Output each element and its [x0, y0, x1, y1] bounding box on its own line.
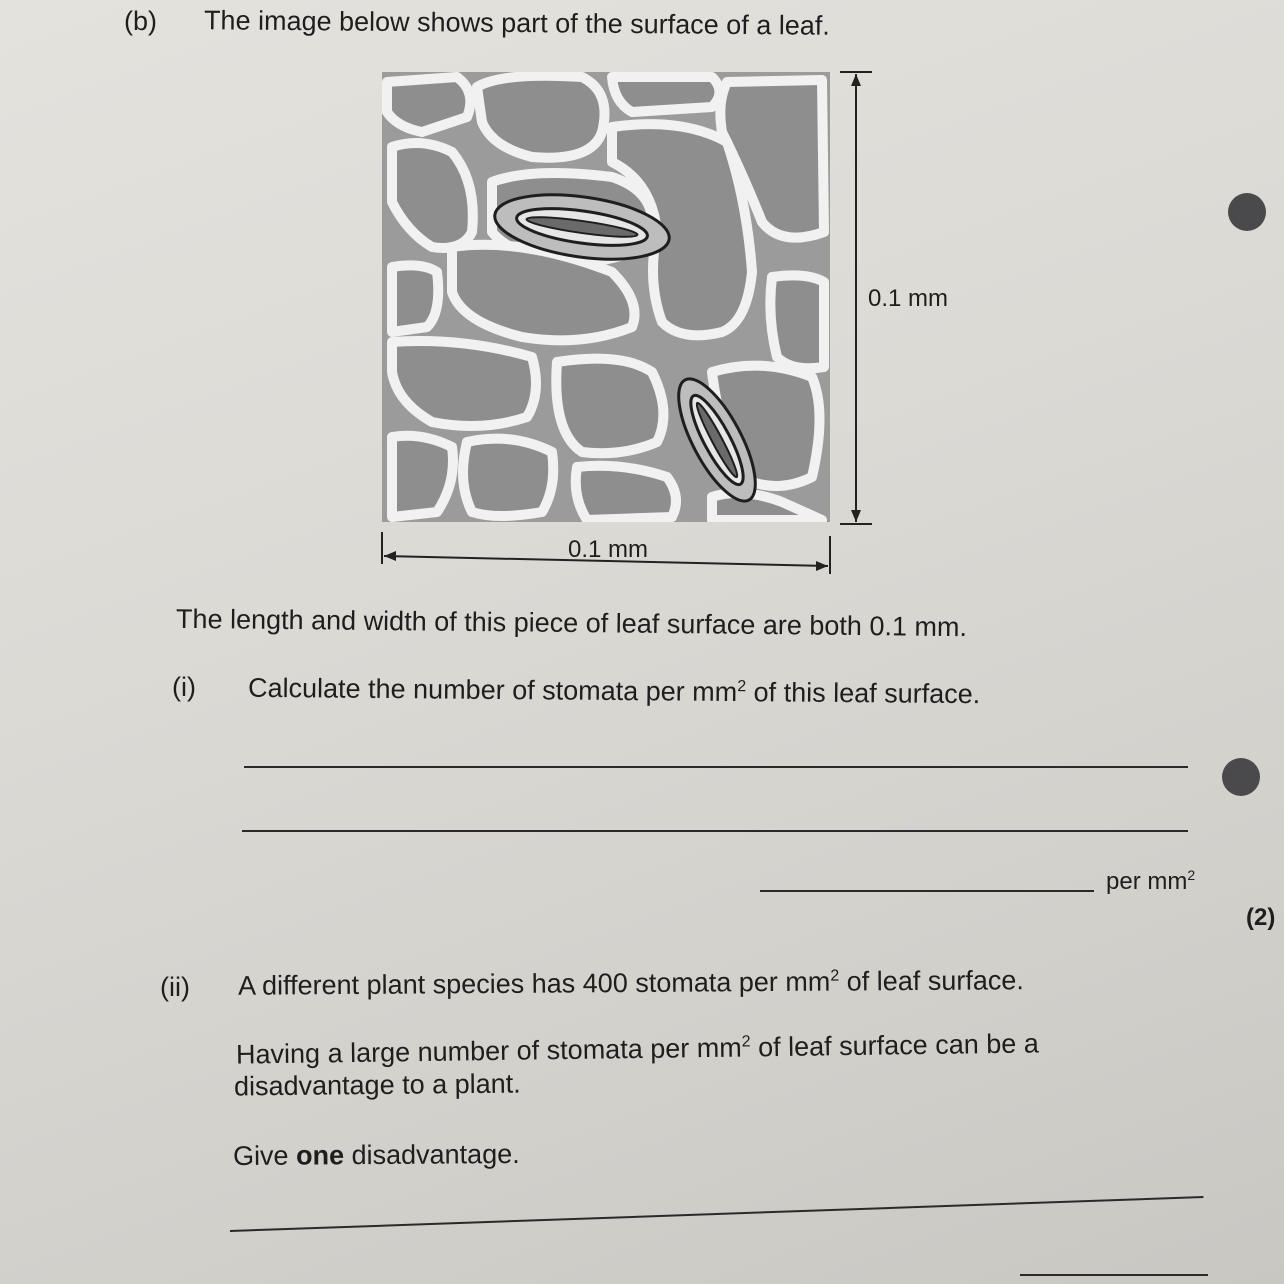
part-ii-line1: A different plant species has 400 stomata per $mm^2$ of leaf surface.	[237, 965, 1024, 1001]
leaf-surface-diagram	[382, 72, 830, 522]
answer-unit: per $mm^2$	[1106, 867, 1196, 895]
part-label: (b)	[124, 6, 157, 36]
answer-line[interactable]	[242, 830, 1188, 832]
part-ii-line3: disadvantage to a plant.	[233, 1068, 521, 1102]
height-label: 0.1 mm	[868, 285, 949, 312]
marks-label: (2)	[1246, 904, 1276, 931]
part-ii-label: (ii)	[160, 972, 190, 1002]
part-i-label: (i)	[172, 672, 196, 702]
answer-line[interactable]	[1020, 1274, 1208, 1276]
part-ii-prompt: Give one disadvantage.	[232, 1138, 520, 1172]
punch-hole	[1228, 193, 1266, 231]
punch-hole	[1222, 758, 1260, 796]
answer-line-final[interactable]	[760, 890, 1094, 892]
width-label: 0.1 mm	[568, 536, 649, 563]
part-i-question: Calculate the number of stomata per $mm^2$ of this leaf surface.	[247, 672, 981, 710]
answer-line[interactable]	[230, 1196, 1203, 1232]
part-ii-line2: Having a large number of stomata per $mm^2$ of leaf surface can be a	[235, 1028, 1039, 1070]
intro-text: The image below shows part of the surface of a leaf.	[203, 5, 830, 41]
dimension-statement: The length and width of this piece of leaf surface are both 0.1 mm.	[175, 603, 968, 643]
answer-line[interactable]	[244, 766, 1188, 768]
